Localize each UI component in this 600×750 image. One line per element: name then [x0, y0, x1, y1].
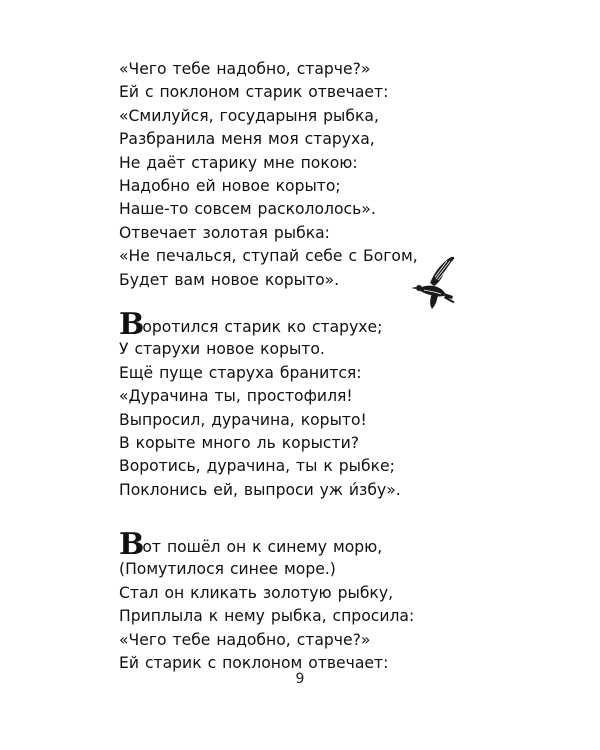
verse-line: Ей старик с поклоном отвечает: — [119, 653, 389, 672]
verse-line: Ей с поклоном старик отвечает: — [119, 83, 389, 102]
verse-line: Стал он кликать золотую рыбку, — [119, 583, 394, 602]
verse-line: «Чего тебе надобно, старче?» — [119, 60, 371, 78]
verse-line: Ещё пуще старуха бранится: — [119, 363, 362, 382]
verse-line: У старухи новое корыто. — [119, 340, 325, 359]
verse-line: «Не печалься, ступай себе с Богом, — [119, 247, 418, 266]
drop-cap: В — [119, 307, 144, 342]
verse-line: Выпросил, дурачина, корыто! — [119, 410, 367, 429]
page-number: 9 — [295, 671, 305, 687]
verse-line: Воротись, дурачина, ты к рыбке; — [119, 457, 395, 476]
verse-line-first — [119, 307, 419, 342]
drop-cap: В — [119, 527, 144, 562]
verse-line: В корыте много ль корысти? — [119, 433, 360, 452]
stanza-1 — [119, 58, 419, 292]
verse-line: Наше-то совсем раскололось». — [119, 200, 376, 219]
verse-line: «Дурачина ты, простофиля! — [119, 387, 353, 406]
verse-line: Надобно ей новое корыто; — [119, 176, 341, 195]
verse-line: Отвечает золотая рыбка: — [119, 223, 330, 242]
verse-line: Не даёт старику мне покою: — [119, 153, 358, 172]
stanza-3 — [119, 527, 419, 675]
verse-line: Поклонись ей, выпроси уж и́збу». — [119, 480, 401, 499]
verse-line-first-text: оротился старик ко старухе; — [142, 318, 383, 336]
bird-illustration-icon — [408, 253, 458, 311]
verse-line: (Помутилося синее море.) — [119, 560, 336, 579]
stanza-2 — [119, 307, 419, 502]
verse-line: Будет вам новое корыто». — [119, 270, 340, 289]
verse-line: «Чего тебе надобно, старче?» — [119, 630, 371, 649]
verse-line: «Смилуйся, государыня рыбка, — [119, 106, 379, 125]
verse-line: Приплыла к нему рыбка, спросила: — [119, 607, 415, 626]
verse-line-first — [119, 527, 419, 562]
verse-line-first-text: от пошёл он к синему морю, — [142, 538, 383, 556]
verse-line: Разбранила меня моя старуха, — [119, 130, 375, 149]
